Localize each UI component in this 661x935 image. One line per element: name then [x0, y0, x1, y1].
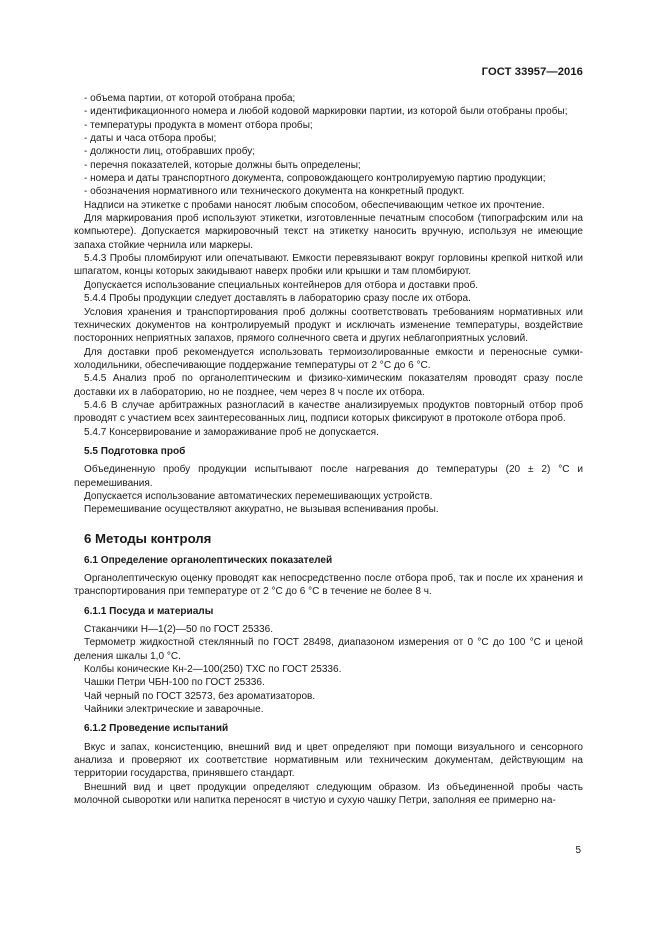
paragraph: Объединенную пробу продукции испытывают после нагревания до температуры (20 ± 2) °С и перемешивания. — [74, 464, 583, 489]
document-body — [74, 92, 583, 808]
paragraph: Перемешивание осуществляют аккуратно, не вызывая вспенивания пробы. — [84, 504, 439, 516]
paragraph: 5.4.6 В случае арбитражных разногласий в качестве анализируемых продуктов повторный отбор проб проводят с участием всех заинтересованных лиц, подписи которых фиксируют в протоколе отбора проб. — [74, 399, 583, 425]
section-heading: 6.1 Определение органолептических показателей — [84, 554, 333, 566]
section-heading: 5.5 Подготовка проб — [84, 445, 186, 457]
subsection-heading: 6.1.1 Посуда и материалы — [84, 605, 214, 617]
list-item: Чай черный по ГОСТ 32573, без ароматизаторов. — [84, 690, 316, 702]
list-item: - идентификационного номера и любой кодовой маркировки партии, из которой были отобраны пробы; — [84, 106, 568, 118]
list-item: Чайники электрические и заварочные. — [84, 704, 264, 716]
chapter-heading: 6 Методы контроля — [84, 530, 212, 546]
list-item: Чашки Петри ЧБН-100 по ГОСТ 25336. — [84, 677, 265, 689]
paragraph: Для маркирования проб используют этикетки, изготовленные печатным способом (типографским или на компьютере). Допускается маркировочный текст на этикетку наносить вручную, используя не имеющие запаха стойкие чернила или маркеры. — [74, 213, 583, 251]
list-item: - перечня показателей, которые должны быть определены; — [84, 159, 361, 171]
paragraph: 5.4.3 Пробы пломбируют или опечатывают. Емкости перевязывают вокруг горловины крепкой ниткой или шпагатом, концы которых закидывают наверх пробки или крышки и там пломбируют. — [74, 253, 583, 278]
paragraph: Допускается использование специальных контейнеров для отбора и доставки проб. — [84, 279, 478, 291]
page-number: 5 — [575, 845, 581, 856]
paragraph: Условия хранения и транспортирования проб должны соответствовать требованиям нормативных или технических документов на контролируемый продукт и исключать изменение температуры, воздействие посторонних неприятных запахов, прямого солнечного света и других неблагоприятных условий. — [74, 306, 583, 345]
list-item: Колбы конические Кн-2—100(250) ТХС по ГОСТ 25336. — [84, 664, 342, 676]
paragraph: Допускается использование автоматических перемешивающих устройств. — [84, 490, 433, 502]
paragraph: 5.4.4 Пробы продукции следует доставлять в лабораторию сразу после их отбора. — [84, 293, 471, 305]
paragraph: 5.4.5 Анализ проб по органолептическим и физико-химическим показателям проводят сразу после доставки их в лабораторию, но не позднее, чем через 8 ч после их отбора. — [74, 373, 583, 398]
list-item: - обозначения нормативного или технического документа на конкретный продукт. — [84, 186, 465, 198]
list-item: Термометр жидкостной стеклянный по ГОСТ 28498, диапазоном измерения от 0 °С до 100 °С и ценой деления шкалы 1,0 °С. — [74, 637, 583, 662]
paragraph: Вкус и запах, консистенцию, внешний вид и цвет определяют при помощи визуального и сенсорного анализа и проверяют их соответствие нормативным или техническим документам, действующим на территории государства, принявшего стандарт. — [74, 741, 583, 780]
list-item: - номера и даты транспортного документа, сопровождающего контролируемую партию продукции; — [84, 173, 546, 185]
document-id-header: ГОСТ 33957—2016 — [481, 66, 583, 78]
list-item: Стаканчики Н—1(2)—50 по ГОСТ 25336. — [84, 624, 274, 636]
paragraph: Надписи на этикетке с пробами наносят любым способом, обеспечивающим четкое их прочтение. — [84, 199, 545, 211]
list-item: - даты и часа отбора пробы; — [84, 133, 217, 145]
paragraph: Органолептическую оценку проводят как непосредственно после отбора проб, так и после их хранения и транспортирования при температуре от 2 °С до 6 °С в течение не более 8 ч. — [74, 573, 583, 598]
list-item: - должности лиц, отобравших пробу; — [84, 146, 256, 158]
subsection-heading: 6.1.2 Проведение испытаний — [84, 723, 229, 735]
list-item: - объема партии, от которой отобрана проба; — [84, 93, 296, 104]
paragraph: 5.4.7 Консервирование и замораживание проб не допускается. — [84, 426, 379, 438]
paragraph: Для доставки проб рекомендуется использовать термоизолированные емкости и переносные сумки-холодильники, обеспечивающие поддержание температуры от 2 °С до 6 °С. — [74, 346, 583, 371]
paragraph: Внешний вид и цвет продукции определяют следующим образом. Из объединенной пробы часть молочной сыворотки или напитка переносят в чистую и сухую чашку Петри, заполняя ее примерно на- — [74, 781, 583, 807]
list-item: - температуры продукта в момент отбора пробы; — [84, 119, 313, 131]
